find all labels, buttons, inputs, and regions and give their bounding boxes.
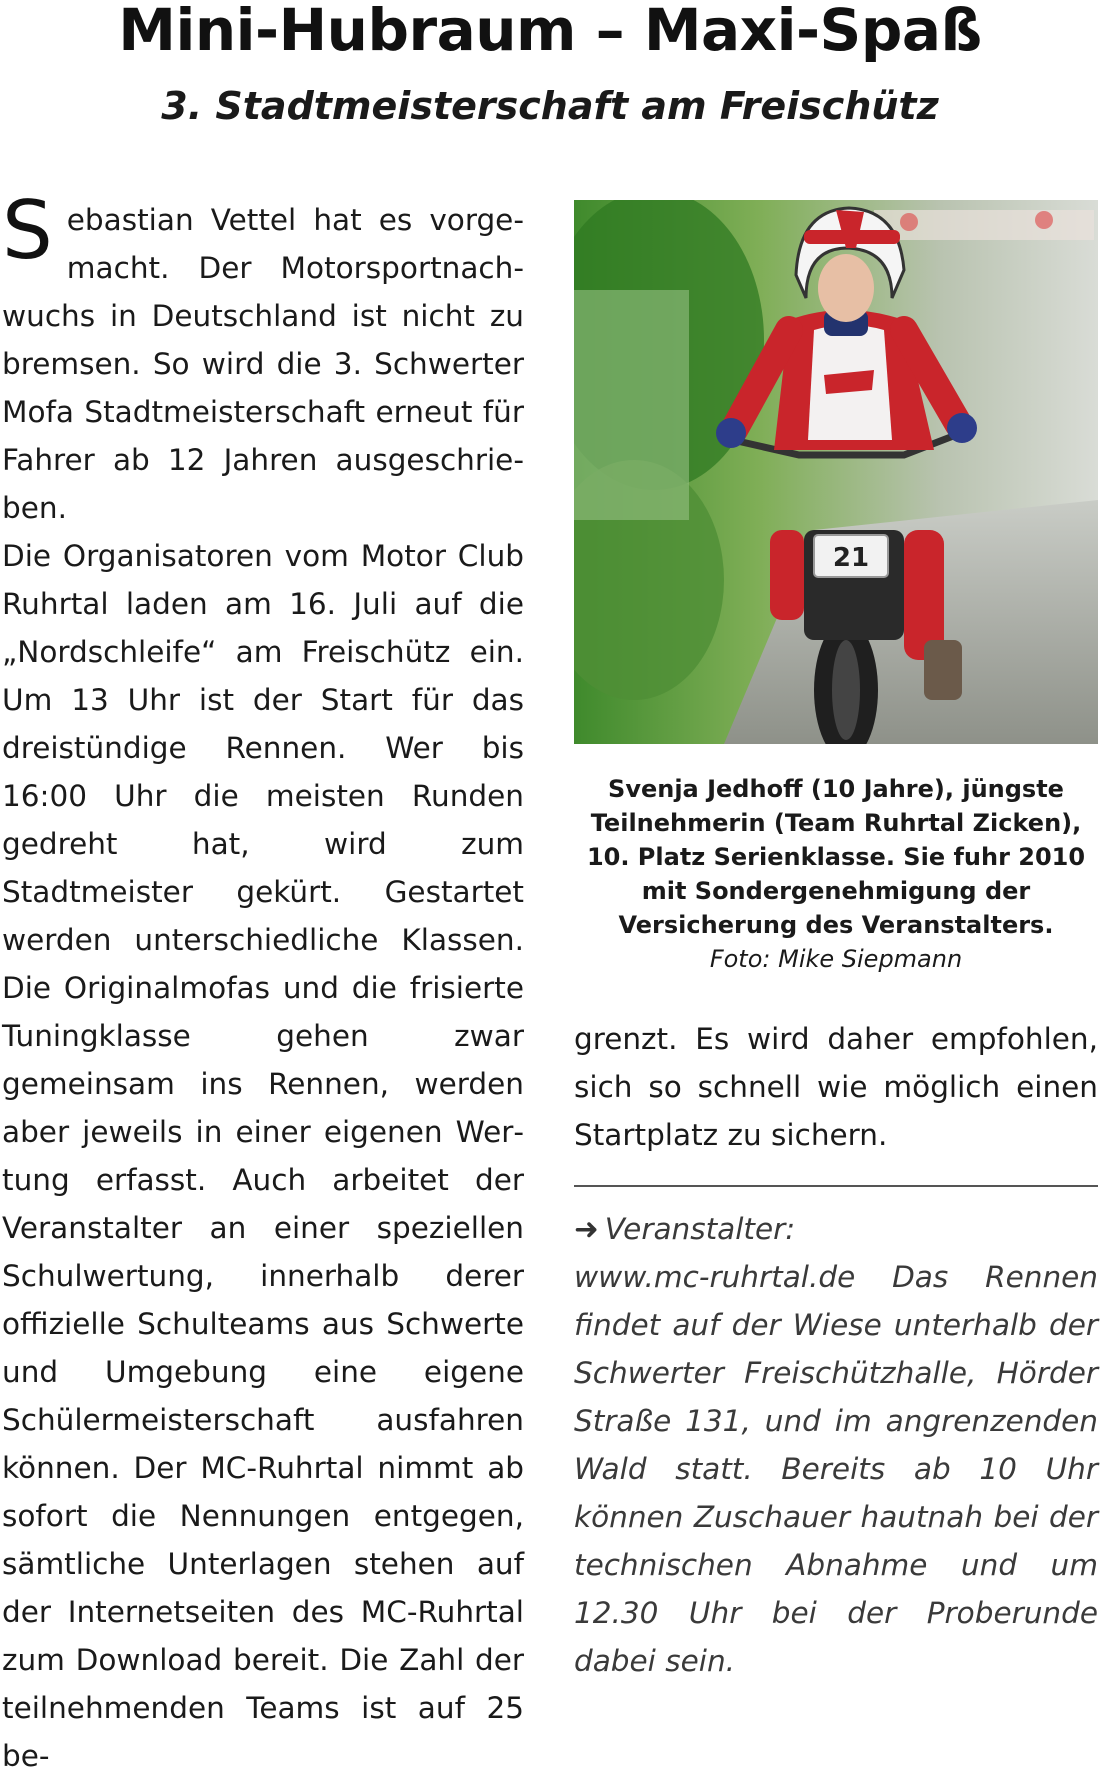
body-paragraph: Die Organisatoren vom Motor Club Ruhrtal laden am 16. Juli auf die „Nordschleife“ am Freischütz ein. Um 13 Uhr ist der Start für das dreistündige Rennen. Wer bis 16:00 Uhr die meisten Runden gedreht hat, wird zum Stadtmeister gekürt. Gestartet werden unterschiedliche Klassen. Die Originalmofas und die frisierte Tuningklasse gehen zwar gemeinsam ins Rennen, werden aber jeweils in einer eigenen Wertung erfasst. Auch arbeitet der Veranstalter an einer speziellen Schulwertung, innerhalb derer offizielle Schulteams aus Schwerte und Umgebung eine eigene Schülermeisterschaft ausfahren können. Der MC-Ruhrtal nimmt ab sofort die Nennungen entgegen, sämtliche Unterlagen stehen auf der Internetseiten des MC-Ruhrtal zum Download bereit. Die Zahl der teilnehmenden Teams ist auf 25 be- (2, 539, 524, 1773)
arrow-icon: ➜ (574, 1212, 599, 1246)
info-label: Veranstalter: (604, 1212, 796, 1246)
lead-text: ebastian Vettel hat es vorgemacht. Der Motorsportnachwuchs in Deutschland ist nicht zu bremsen. So wird die 3. Schwerter Mofa Stadtmeisterschaft erneut für Fahrer ab 12 Jahren ausgeschrieben. (2, 203, 524, 525)
plate-number: 21 (832, 543, 870, 573)
headline: Mini-Hubraum – Maxi-Spaß (118, 0, 982, 64)
info-box (574, 1205, 1098, 1685)
lead-paragraph (2, 184, 524, 532)
body-paragraph-continued: grenzt. Es wird daher empfohlen, sich so schnell wie möglich einen Startplatz zu sichern. (574, 1022, 1098, 1152)
subheadline: 3. Stadtmeisterschaft am Freischütz (161, 84, 939, 128)
article-column-right (574, 1015, 1098, 1159)
photo-caption (574, 772, 1098, 976)
article-column-left (2, 184, 524, 1780)
info-text: www.mc-ruhrtal.de Das Rennen findet auf der Wiese unterhalb der Schwerter Freischützhalle, Hörder Straße 131, und im angrenzenden Wald statt. Bereits ab 10 Uhr können Zuschauer hautnah bei der technischen Abnahme und um 12.30 Uhr bei der Proberunde dabei sein. (574, 1260, 1098, 1678)
photo-credit: Foto: Mike Siepmann (709, 945, 963, 973)
motocross-rider-photo (574, 200, 1098, 744)
drop-cap: S (2, 184, 53, 277)
separator-rule (574, 1185, 1098, 1187)
caption-text: Svenja Jedhoff (10 Jahre), jüngste Teilnehmerin (Team Ruhrtal Zicken), 10. Platz Serienklasse. Sie fuhr 2010 mit Sondergenehmigung der Versicherung des Veranstalters. (586, 775, 1086, 939)
